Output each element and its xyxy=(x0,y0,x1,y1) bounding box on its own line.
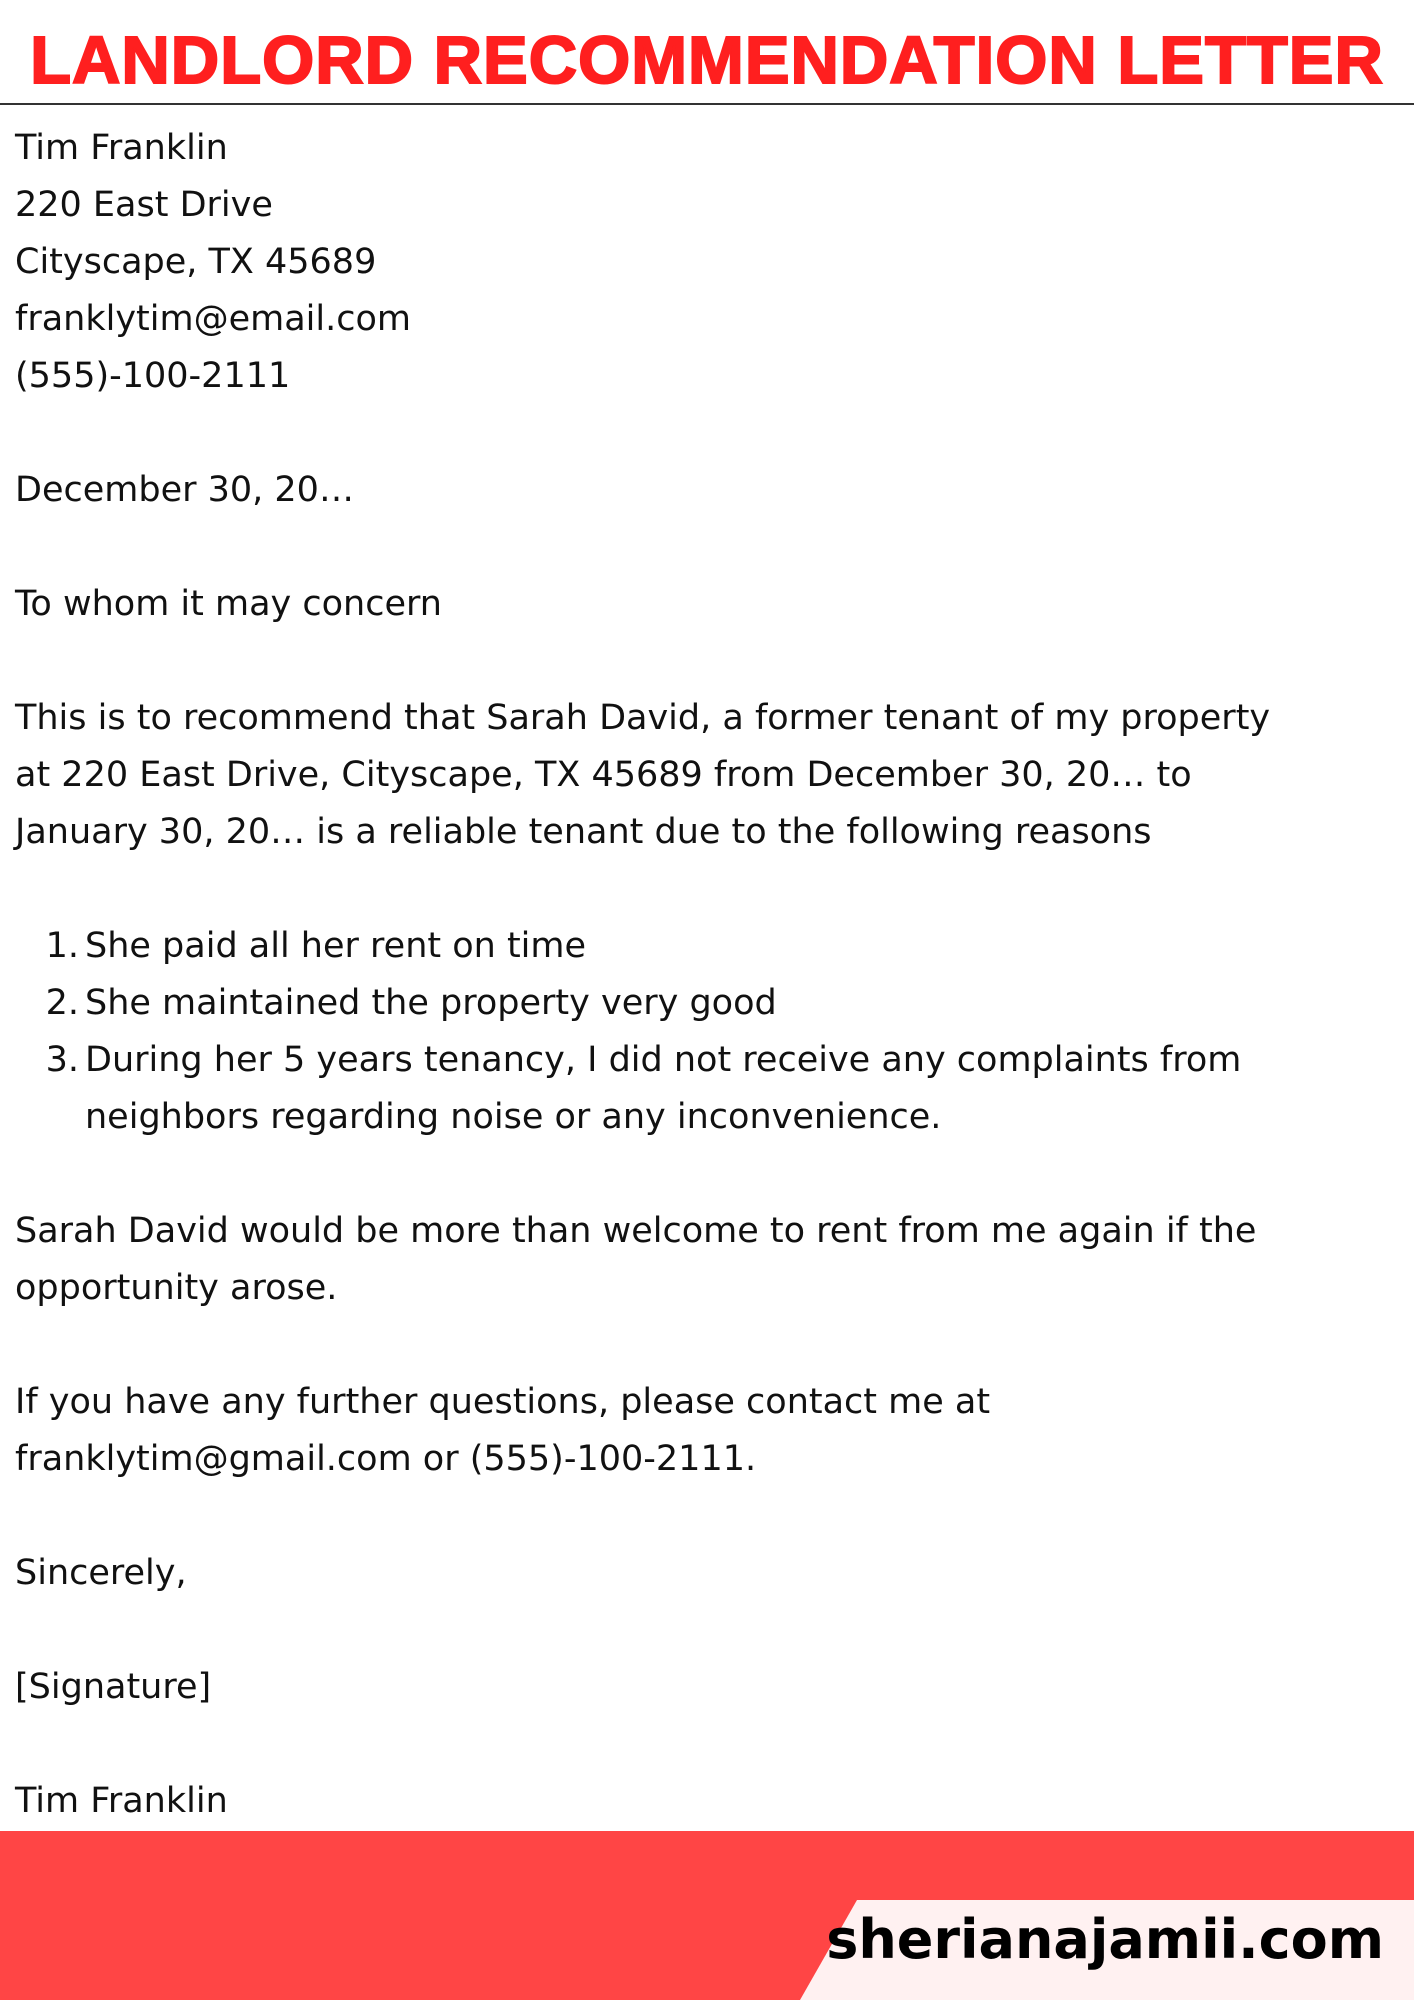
list-item: 1. She paid all her rent on time xyxy=(45,926,587,966)
intro-line: This is to recommend that Sarah David, a former tenant of my property xyxy=(15,698,1271,738)
signer-name: Tim Franklin xyxy=(15,1781,228,1821)
page-title: LANDLORD RECOMMENDATION LETTER xyxy=(30,23,1384,98)
intro-paragraph xyxy=(15,690,1270,861)
letter-body xyxy=(15,120,1270,1830)
signature-placeholder: [Signature] xyxy=(15,1667,212,1707)
title-divider xyxy=(0,103,1414,105)
intro-line: at 220 East Drive, Cityscape, TX 45689 from December 30, 20… to xyxy=(15,755,1192,795)
sender-email: franklytim@email.com xyxy=(15,299,411,339)
footer-site-link[interactable]: sherianajamii.com xyxy=(826,1908,1384,1971)
sender-phone: (555)-100-2111 xyxy=(15,356,291,396)
list-item: 3. During her 5 years tenancy, I did not receive any complaints from neighbors regarding noise or any inconvenience. xyxy=(45,1040,1242,1137)
contact-paragraph: If you have any further questions, please contact me at franklytim@gmail.com or (555)-100-2111. xyxy=(15,1382,991,1479)
salutation: To whom it may concern xyxy=(15,584,442,624)
reasons-list xyxy=(15,918,1270,1146)
list-item: 2. She maintained the property very good xyxy=(45,983,777,1023)
intro-line: January 30, 20… is a reliable tenant due to the following reasons xyxy=(15,812,1152,852)
sender-address xyxy=(15,120,1270,405)
sender-name: Tim Franklin xyxy=(15,128,228,168)
sender-city: Cityscape, TX 45689 xyxy=(15,242,377,282)
closing: Sincerely, xyxy=(15,1553,187,1593)
welcome-paragraph: Sarah David would be more than welcome to rent from me again if the opportunity arose. xyxy=(15,1211,1257,1308)
letter-date: December 30, 20… xyxy=(15,470,354,510)
sender-street: 220 East Drive xyxy=(15,185,273,225)
